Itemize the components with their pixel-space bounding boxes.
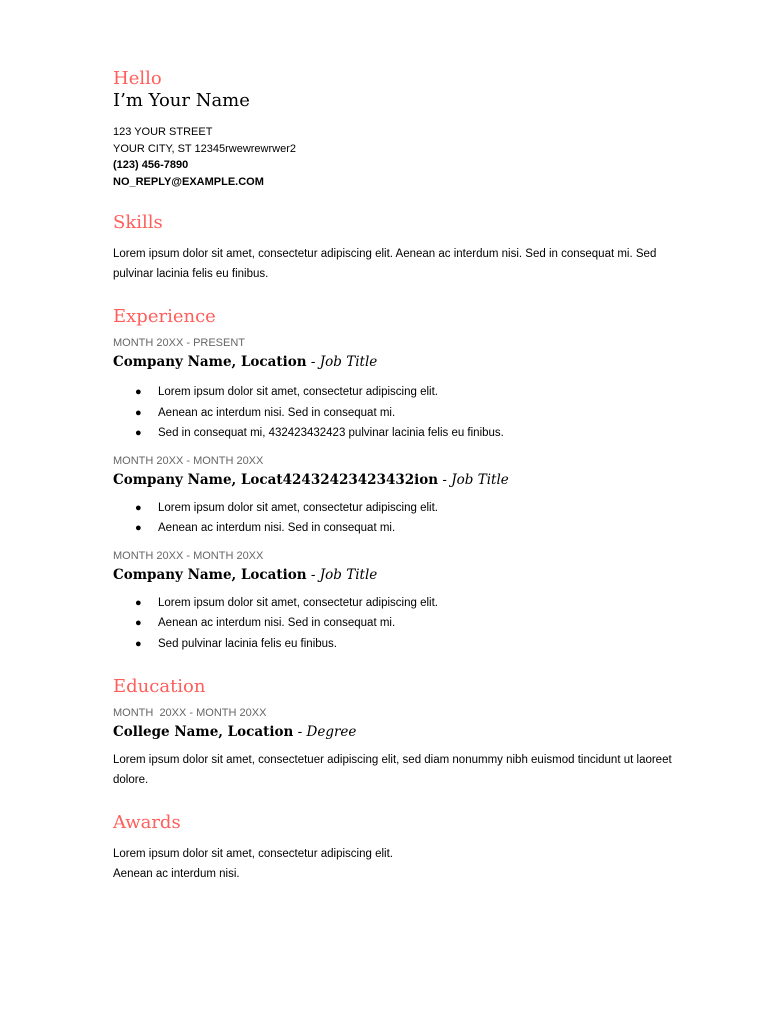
job-title: Job Title <box>319 566 378 583</box>
heading-separator: - <box>306 566 320 583</box>
job-bullets <box>113 593 673 655</box>
awards-line: Lorem ipsum dolor sit amet, consectetur adipiscing elit. <box>113 848 393 860</box>
job-dates: MONTH 20XX - MONTH 20XX <box>113 549 264 562</box>
email-address: NO_REPLY@EXAMPLE.COM <box>113 175 264 188</box>
company-name: Company Name, Locat42432423423432ion <box>113 471 439 488</box>
list-item <box>113 518 673 539</box>
city-address: YOUR CITY, ST 12345rwewrewrwer2 <box>113 142 296 155</box>
section-title-awards: Awards <box>113 812 181 833</box>
person-name: I’m Your Name <box>113 90 250 111</box>
job-dates: MONTH 20XX - MONTH 20XX <box>113 454 264 467</box>
bullet-text: Sed in consequat mi, 432423432423 pulvinar lacinia felis eu finibus. <box>158 427 504 439</box>
job-title: Job Title <box>451 471 509 488</box>
list-item <box>113 498 673 519</box>
heading-separator: - <box>306 354 320 370</box>
section-title-skills: Skills <box>113 212 163 233</box>
bullet-icon: ● <box>135 637 142 650</box>
list-item <box>113 613 673 634</box>
bullet-text: Aenean ac interdum nisi. Sed in consequat mi. <box>158 406 396 419</box>
bullet-text: Lorem ipsum dolor sit amet, consectetur adipiscing elit. <box>158 596 438 609</box>
job-heading <box>113 352 673 372</box>
greeting: Hello <box>113 68 162 89</box>
skills-section <box>113 212 673 284</box>
experience-item <box>113 336 673 444</box>
contact-block <box>113 124 673 190</box>
education-dates: MONTH 20XX - MONTH 20XX <box>113 707 267 719</box>
list-item <box>113 423 673 444</box>
job-heading <box>113 565 673 585</box>
list-item <box>113 593 673 614</box>
section-title-education: Education <box>113 676 206 697</box>
awards-section <box>113 812 673 884</box>
job-bullets <box>113 382 673 444</box>
heading-separator: - <box>293 724 307 740</box>
section-title-experience: Experience <box>113 306 216 327</box>
resume-header <box>113 68 673 190</box>
education-heading <box>113 722 673 742</box>
list-item <box>113 403 673 424</box>
bullet-icon: ● <box>135 522 142 534</box>
list-item <box>113 634 673 655</box>
experience-item <box>113 454 673 539</box>
company-name: Company Name, Location <box>113 566 307 583</box>
degree: Degree <box>306 724 357 740</box>
phone-number: (123) 456-7890 <box>113 159 189 171</box>
school-name: College Name, Location <box>113 724 294 740</box>
education-section <box>113 676 673 790</box>
experience-item <box>113 549 673 655</box>
bullet-text: Sed pulvinar lacinia felis eu finibus. <box>158 637 337 650</box>
resume-page <box>113 68 673 884</box>
bullet-icon: ● <box>135 427 142 439</box>
heading-separator: - <box>438 471 452 488</box>
bullet-icon: ● <box>135 386 142 398</box>
awards-line: Aenean ac interdum nisi. <box>113 868 240 880</box>
bullet-text: Lorem ipsum dolor sit amet, consectetur adipiscing elit. <box>158 386 438 398</box>
bullet-text: Lorem ipsum dolor sit amet, consectetur adipiscing elit. <box>158 501 438 514</box>
job-dates: MONTH 20XX - PRESENT <box>113 337 246 349</box>
bullet-text: Aenean ac interdum nisi. Sed in consequat mi. <box>158 522 396 534</box>
skills-text: Lorem ipsum dolor sit amet, consectetur adipiscing elit. Aenean ac interdum nisi. Sed in consequat mi. Sed pulvinar lacinia felis eu finibus. <box>113 248 657 280</box>
job-title: Job Title <box>319 354 378 370</box>
list-item <box>113 382 673 403</box>
bullet-text: Aenean ac interdum nisi. Sed in consequat mi. <box>158 617 396 629</box>
street-address: 123 YOUR STREET <box>113 126 213 138</box>
bullet-icon: ● <box>135 406 142 419</box>
job-heading <box>113 470 673 490</box>
company-name: Company Name, Location <box>113 354 307 370</box>
job-bullets <box>113 498 673 539</box>
experience-section <box>113 306 673 654</box>
education-text: Lorem ipsum dolor sit amet, consectetuer adipiscing elit, sed diam nonummy nibh euismod tincidunt ut laoreet dolore. <box>113 754 672 786</box>
bullet-icon: ● <box>135 617 142 629</box>
bullet-icon: ● <box>135 596 142 609</box>
bullet-icon: ● <box>135 501 142 514</box>
